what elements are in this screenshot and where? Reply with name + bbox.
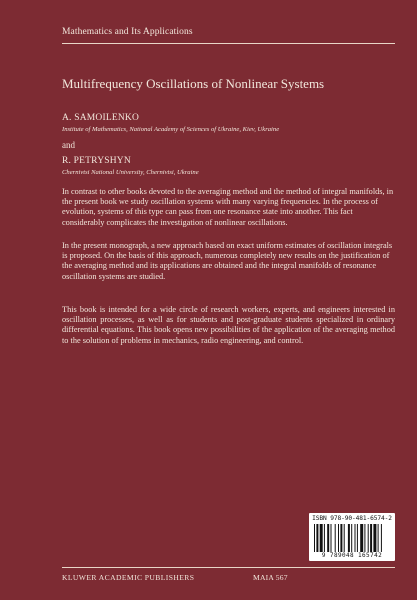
author-2-affiliation: Chernivtsi National University, Chernivtsi, Ukraine bbox=[62, 169, 199, 176]
barcode-graphic bbox=[314, 524, 390, 552]
barcode-bar bbox=[381, 524, 382, 552]
barcode-bar bbox=[320, 524, 323, 552]
barcode-bar bbox=[378, 524, 379, 552]
barcode-bar bbox=[373, 524, 376, 552]
barcode-bar bbox=[355, 524, 356, 552]
series-code: MAIA 567 bbox=[253, 573, 288, 582]
isbn-label: ISBN 978-90-481-6574-2 bbox=[312, 515, 392, 522]
author-2-name: R. PETRYSHYN bbox=[62, 156, 131, 166]
description-paragraph-2: In the present monograph, a new approach based on exact uniform estimates of oscillation integrals is proposed. On the basis of this approach, numerous completely new results on the justification of the averaging method and its applications are obtained and the integral manifolds of resonance oscillation systems are studied. bbox=[62, 241, 393, 281]
author-1-affiliation: Institute of Mathematics, National Academy of Sciences of Ukraine, Kiev, Ukraine bbox=[62, 126, 280, 133]
barcode-bar bbox=[344, 524, 345, 552]
barcode-bar bbox=[340, 524, 342, 552]
barcode-bar bbox=[335, 524, 336, 552]
top-rule bbox=[62, 43, 395, 44]
publisher-name: KLUWER ACADEMIC PUBLISHERS bbox=[62, 573, 195, 582]
barcode-bar bbox=[351, 524, 352, 552]
barcode-bar bbox=[327, 524, 329, 552]
barcode-bar bbox=[314, 524, 315, 552]
barcode-bar bbox=[338, 524, 339, 552]
barcode-bar bbox=[331, 524, 332, 552]
barcode-bar bbox=[324, 524, 325, 552]
barcode-bar bbox=[348, 524, 350, 552]
series-title: Mathematics and Its Applications bbox=[62, 27, 193, 37]
author-1-name: A. SAMOILENKO bbox=[62, 113, 140, 123]
barcode-bar bbox=[360, 524, 363, 552]
book-title: Multifrequency Oscillations of Nonlinear Systems bbox=[62, 76, 325, 91]
isbn-barcode-box bbox=[309, 513, 395, 561]
barcode-bar bbox=[370, 524, 372, 552]
barcode-bar bbox=[364, 524, 365, 552]
description-paragraph-3: This book is intended for a wide circle of research workers, experts, and engineers interested in oscillation processes, as well as for students and post-graduate students specialized in ordinary differential equations. This book opens new possibilities of the application of the averaging method to the solution of problems in mechanics, radio engineering, and control. bbox=[62, 305, 395, 345]
barcode-bar bbox=[368, 524, 369, 552]
description-paragraph-1: In contrast to other books devoted to the averaging method and the method of integral manifolds, in the present book we study oscillation systems with many varying frequencies. In the process of evolution, systems of this type can pass from one resonance state into another. This fact considerably complicates the investigation of nonlinear oscillations. bbox=[62, 187, 394, 227]
bottom-rule bbox=[62, 567, 395, 568]
barcode-bar bbox=[316, 524, 318, 552]
barcode-bar bbox=[357, 524, 358, 552]
barcode-digits: 9 789048 165742 bbox=[321, 552, 383, 559]
and-separator: and bbox=[62, 140, 75, 150]
